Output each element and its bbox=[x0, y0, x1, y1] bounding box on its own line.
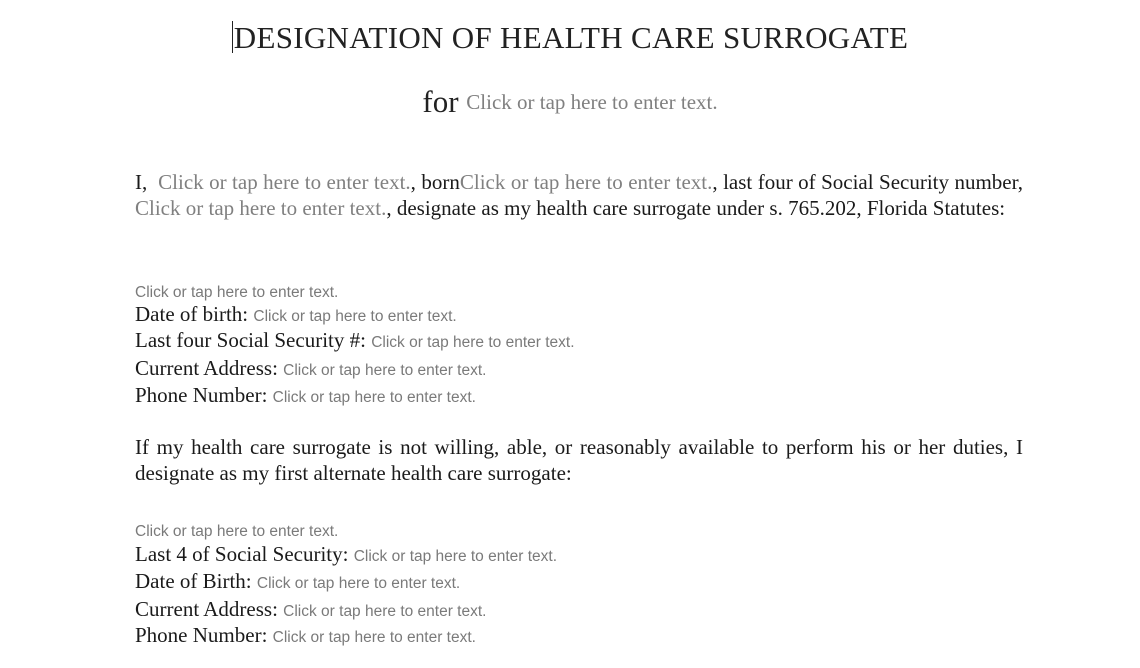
surrogate-name-field[interactable]: Click or tap here to enter text. bbox=[135, 284, 339, 301]
alternate-phone-label: Phone Number: bbox=[135, 623, 268, 647]
text-cursor bbox=[232, 21, 233, 53]
born-label: born bbox=[421, 170, 460, 194]
surrogate-address-field[interactable]: Click or tap here to enter text. bbox=[283, 362, 487, 379]
surrogate-ssn-label: Last four Social Security #: bbox=[135, 328, 366, 352]
surrogate-dob-field[interactable]: Click or tap here to enter text. bbox=[253, 308, 457, 325]
designate-text: designate as my health care surrogate under s. 765.202, Florida Statutes: bbox=[396, 196, 1006, 220]
principal-name-field[interactable]: Click or tap here to enter text. bbox=[466, 90, 718, 114]
surrogate-dob-label: Date of birth: bbox=[135, 302, 249, 326]
alternate-dob-line bbox=[135, 568, 460, 597]
surrogate-ssn-line bbox=[135, 327, 575, 356]
document-subtitle bbox=[0, 84, 1140, 120]
alternate-address-line bbox=[135, 596, 486, 625]
surrogate-phone-label: Phone Number: bbox=[135, 383, 268, 407]
document-title bbox=[0, 20, 1140, 56]
principal-birth-date-field[interactable]: Click or tap here to enter text. bbox=[459, 170, 713, 194]
intro-paragraph: I, Click or tap here to enter text., bornClick or tap here to enter text., last four of Social Security number, Click or tap here to enter text., designate as my health care surrogate under s. 765.202, Florida Statutes: bbox=[135, 170, 1024, 220]
surrogate-phone-field[interactable]: Click or tap here to enter text. bbox=[272, 389, 476, 406]
for-label: for bbox=[422, 84, 459, 119]
surrogate-address-label: Current Address: bbox=[135, 356, 278, 380]
document-title-text: DESIGNATION OF HEALTH CARE SURROGATE bbox=[233, 20, 909, 55]
ssn-text: last four of Social Security number, bbox=[723, 170, 1024, 194]
alternate-ssn-line bbox=[135, 541, 557, 570]
alternate-address-field[interactable]: Click or tap here to enter text. bbox=[283, 603, 487, 620]
surrogate-dob-line bbox=[135, 301, 457, 330]
alternate-dob-field[interactable]: Click or tap here to enter text. bbox=[256, 575, 461, 592]
alternate-phone-line bbox=[135, 622, 476, 651]
alternate-ssn-label: Last 4 of Social Security: bbox=[135, 542, 349, 566]
alternate-dob-label: Date of Birth: bbox=[135, 569, 252, 593]
alternate-address-label: Current Address: bbox=[135, 597, 278, 621]
surrogate-phone-line bbox=[135, 382, 476, 411]
principal-ssn-field[interactable]: Click or tap here to enter text. bbox=[135, 196, 387, 220]
surrogate-ssn-field[interactable]: Click or tap here to enter text. bbox=[371, 334, 575, 351]
surrogate-address-line bbox=[135, 355, 486, 384]
principal-full-name-field[interactable]: Click or tap here to enter text. bbox=[158, 170, 411, 194]
alternate-phone-field[interactable]: Click or tap here to enter text. bbox=[272, 629, 476, 646]
i-label: I, bbox=[135, 170, 148, 194]
alternate-ssn-field[interactable]: Click or tap here to enter text. bbox=[353, 548, 558, 565]
alternate-paragraph: If my health care surrogate is not willing, able, or reasonably available to perform his or her duties, I designate as my first alternate health care surrogate: bbox=[135, 435, 1023, 485]
alternate-name-field[interactable]: Click or tap here to enter text. bbox=[135, 523, 339, 540]
